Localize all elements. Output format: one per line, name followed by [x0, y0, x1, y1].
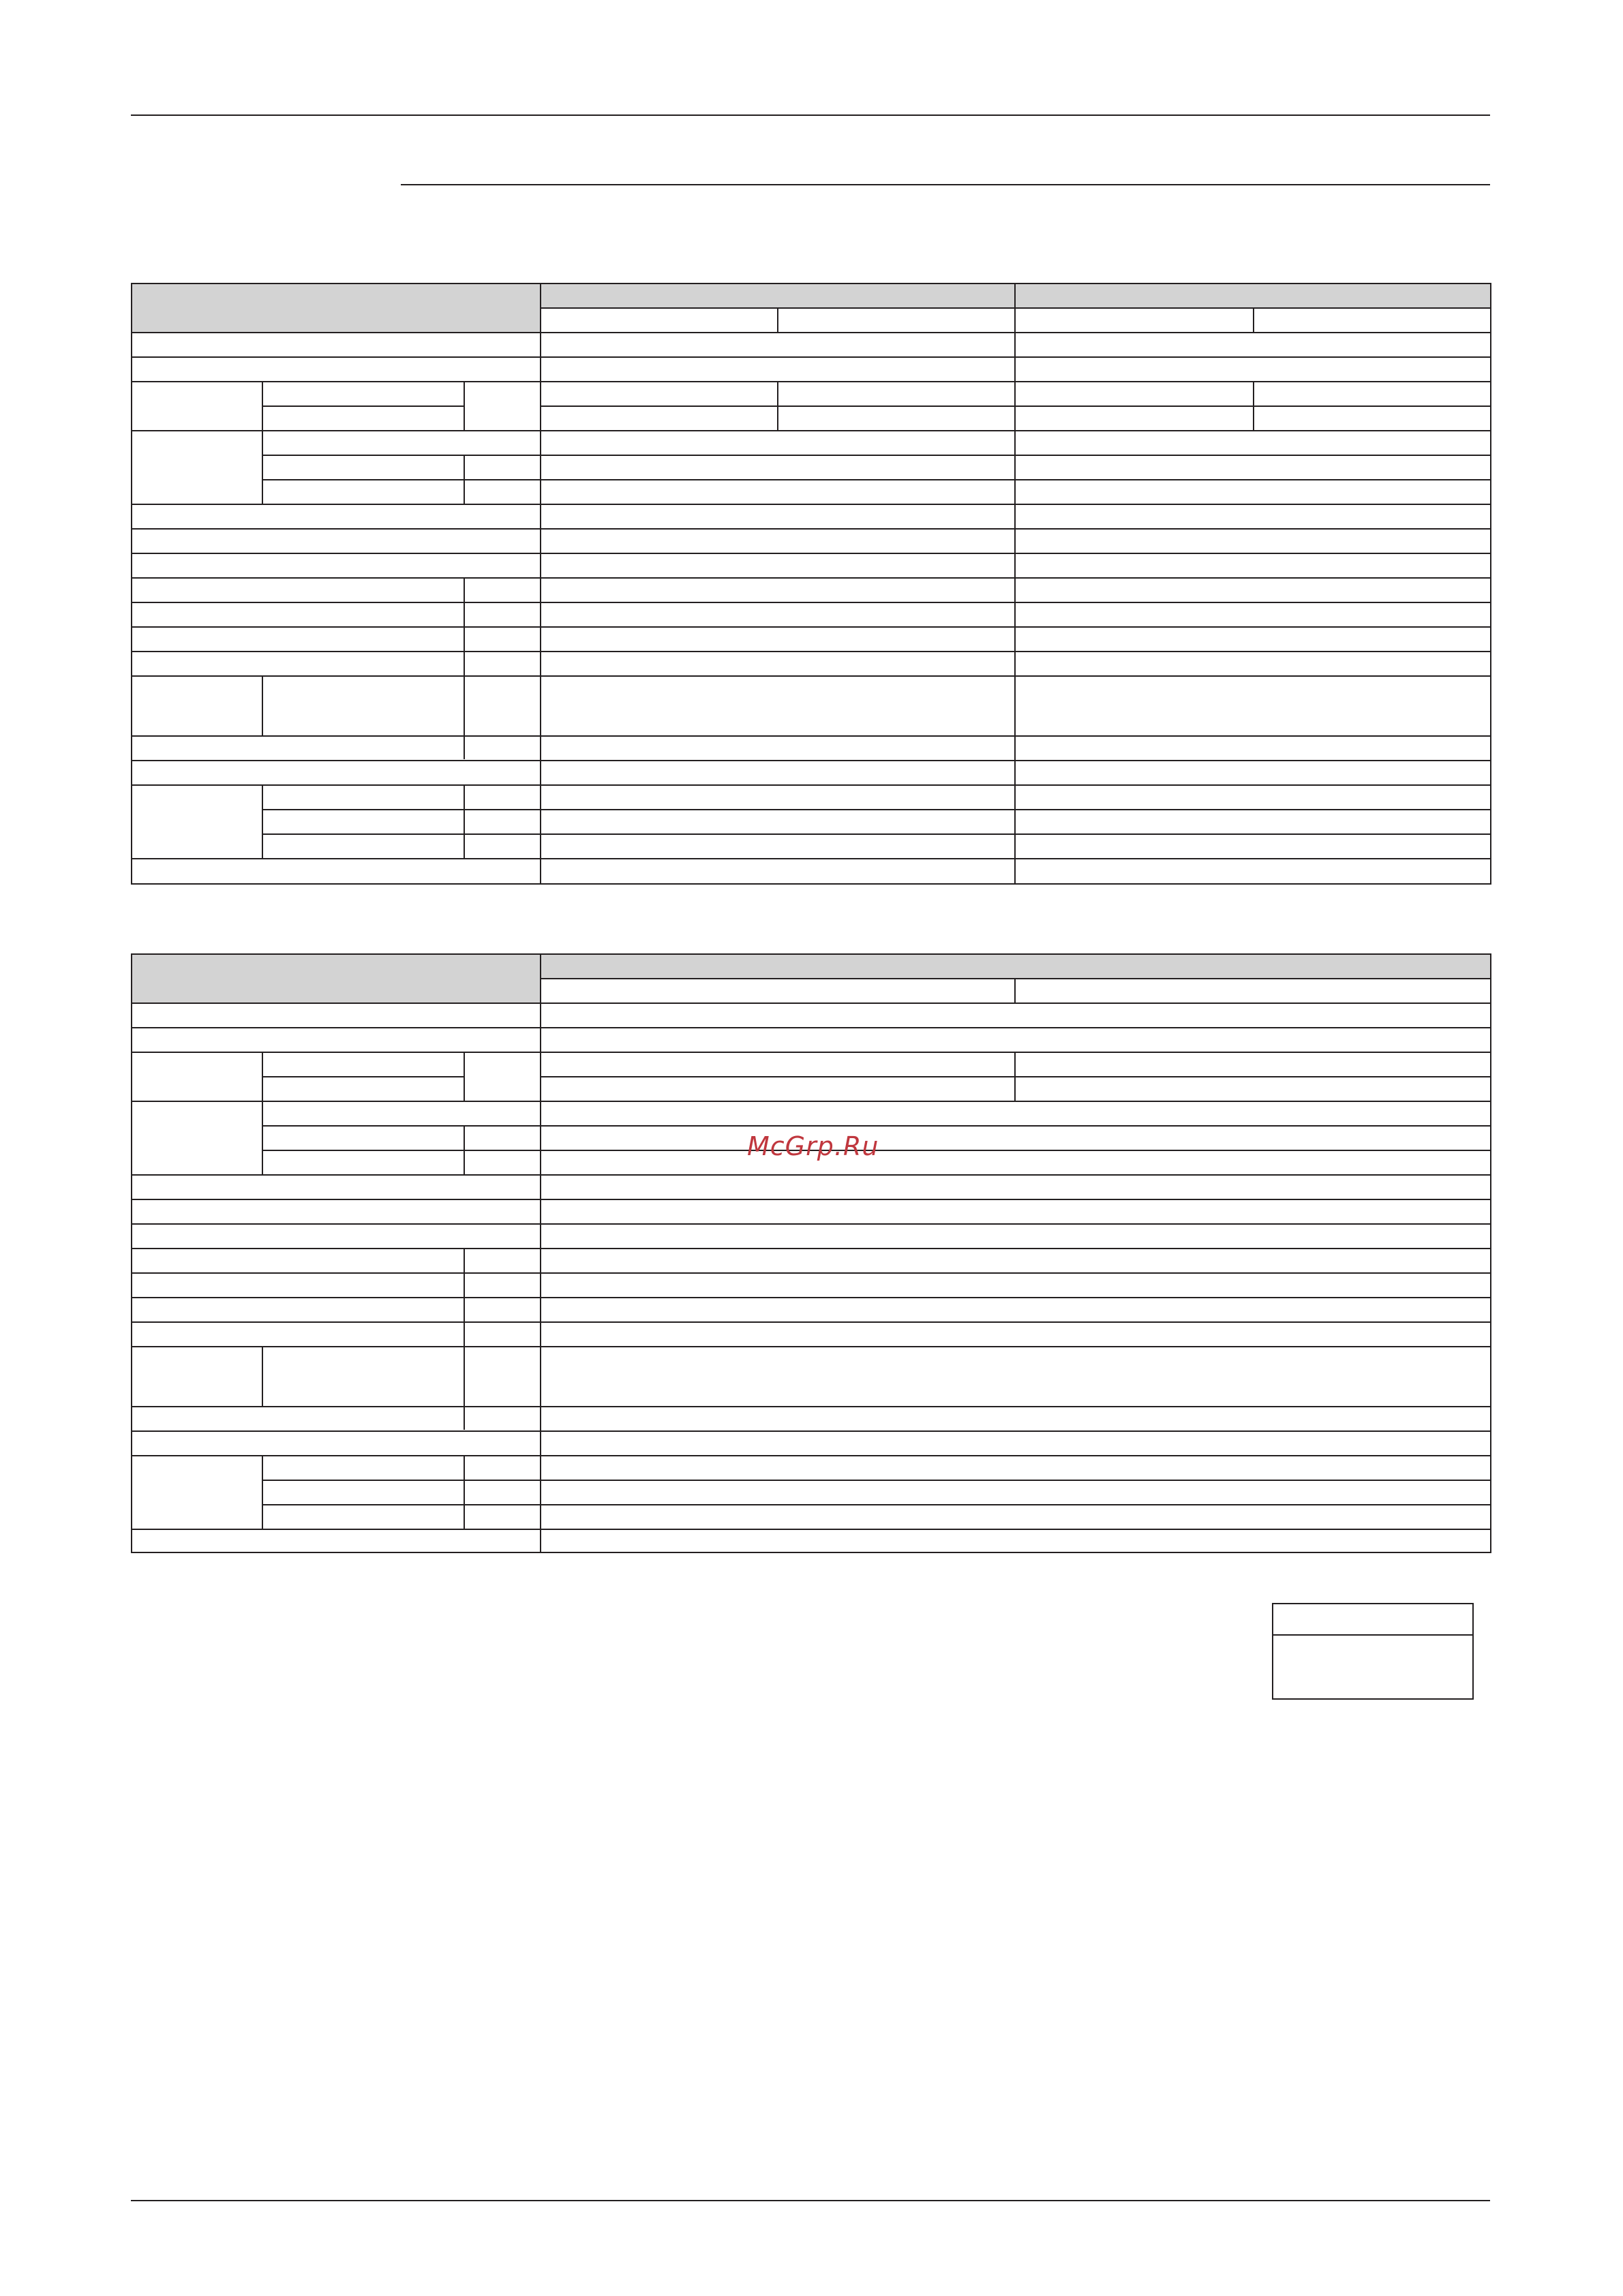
row-divider	[131, 1297, 1491, 1298]
row-divider	[131, 553, 1491, 554]
label-divider	[262, 675, 263, 735]
row-divider	[131, 528, 1491, 530]
table-header-cell	[131, 953, 541, 1004]
row-divider	[131, 1455, 1491, 1456]
label-divider	[262, 430, 263, 504]
row-divider	[131, 1174, 1491, 1176]
title-rule	[401, 184, 1490, 185]
row-divider	[131, 1101, 1491, 1102]
row-divider	[131, 1406, 1491, 1407]
unit-divider	[464, 1052, 465, 1101]
row-divider	[131, 1248, 1491, 1249]
row-divider	[131, 1223, 1491, 1225]
row-divider	[262, 809, 1491, 810]
sub-column-divider	[777, 307, 778, 333]
footer-rule	[131, 2200, 1490, 2201]
column-group-header	[540, 953, 1491, 979]
row-divider	[131, 381, 1491, 382]
row-divider	[131, 1052, 1491, 1053]
unit-divider	[464, 1455, 465, 1530]
note-box-divider	[1273, 1634, 1472, 1636]
label-divider	[262, 1101, 263, 1174]
row-divider	[131, 626, 1491, 628]
row-divider	[262, 479, 1491, 480]
row-divider	[131, 602, 1491, 603]
table-frame	[131, 283, 1491, 885]
watermark-text: McGrp.Ru	[747, 1131, 879, 1161]
label-divider	[262, 1346, 263, 1406]
row-divider	[131, 332, 1491, 333]
note-box	[1272, 1603, 1474, 1700]
row-divider	[262, 1480, 1491, 1481]
column-divider	[1014, 283, 1016, 885]
row-divider	[131, 430, 1491, 431]
column-group-header	[540, 283, 1016, 309]
row-divider	[131, 1321, 1491, 1323]
row-divider	[131, 504, 1491, 505]
row-divider	[540, 405, 1491, 407]
sub-column-divider	[1253, 307, 1254, 333]
column-group-header	[1014, 283, 1491, 309]
row-divider	[131, 1430, 1491, 1432]
label-divider	[262, 1455, 263, 1530]
label-divider	[262, 784, 263, 859]
table-header-cell	[131, 283, 541, 333]
row-divider	[131, 1002, 1491, 1004]
unit-divider	[464, 577, 465, 759]
row-divider	[131, 1199, 1491, 1200]
row-divider	[131, 675, 1491, 677]
column-divider	[540, 953, 541, 1553]
row-divider	[262, 833, 1491, 835]
sub-column-divider	[1014, 978, 1016, 1004]
row-divider	[131, 1027, 1491, 1028]
table-frame	[131, 953, 1491, 1553]
row-divider	[262, 1125, 1491, 1127]
row-divider	[262, 405, 464, 407]
row-divider	[131, 1272, 1491, 1274]
row-divider	[131, 760, 1491, 761]
row-divider	[131, 1346, 1491, 1347]
header-rule	[131, 114, 1490, 116]
row-divider	[131, 784, 1491, 786]
row-divider	[262, 1504, 1491, 1505]
row-divider	[131, 1529, 1491, 1530]
unit-divider	[464, 381, 465, 430]
row-divider	[540, 1076, 1491, 1077]
column-divider	[540, 283, 541, 885]
row-divider	[262, 1076, 464, 1077]
row-divider	[131, 356, 1491, 358]
unit-divider	[464, 784, 465, 859]
unit-divider	[464, 1248, 465, 1430]
row-divider	[131, 651, 1491, 652]
row-divider	[131, 858, 1491, 859]
row-divider	[262, 455, 1491, 456]
row-divider	[131, 577, 1491, 579]
row-divider	[131, 735, 1491, 737]
